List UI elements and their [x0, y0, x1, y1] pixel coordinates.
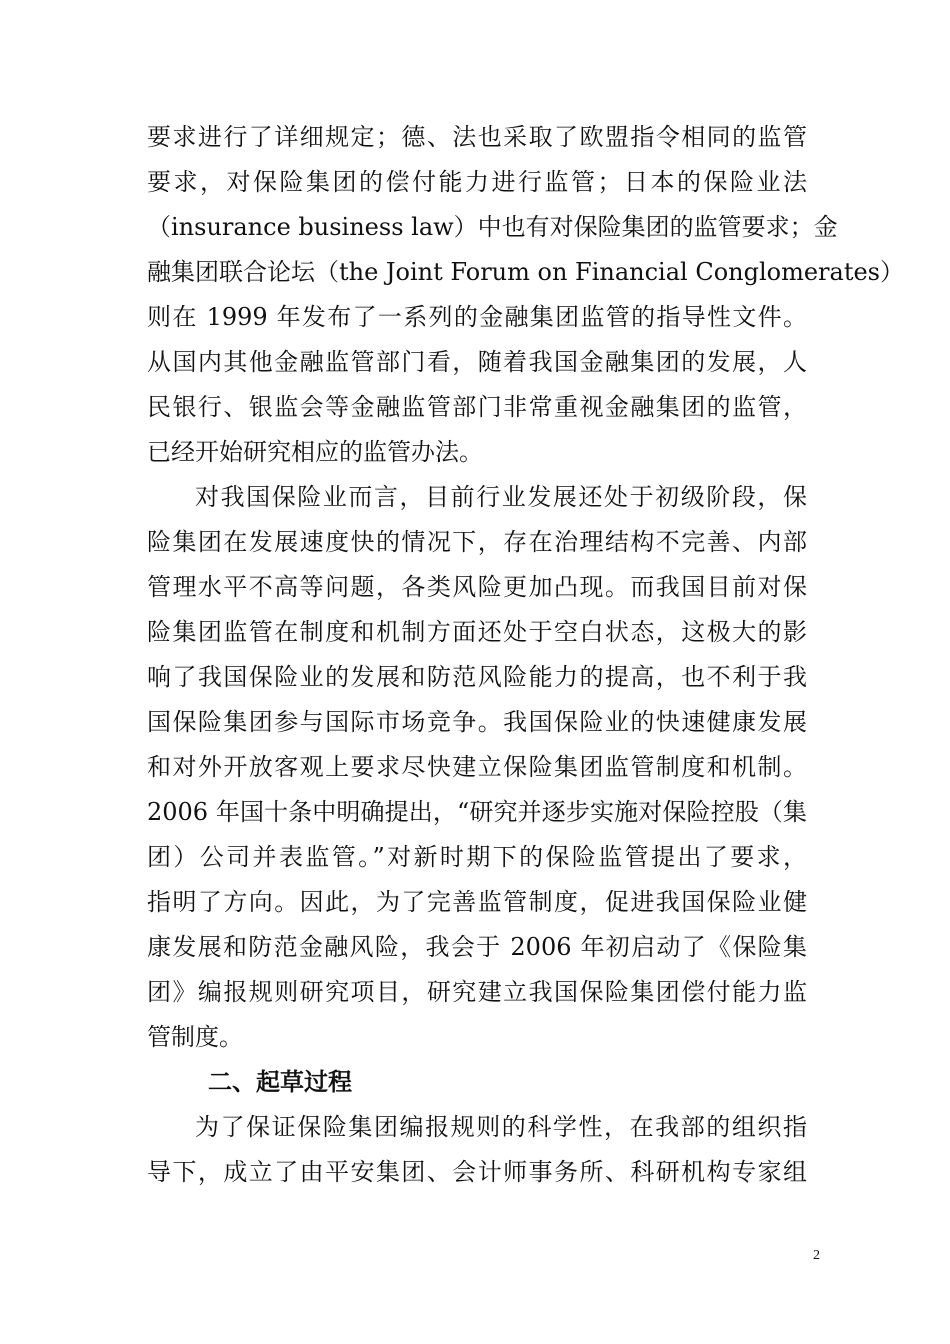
- body-text-line: 和对外开放客观上要求尽快建立保险集团监管制度和机制。: [147, 753, 807, 781]
- body-text-line: 团）公司并表监管。”对新时期下的保险监管提出了要求，: [147, 843, 807, 871]
- body-text-line: 从国内其他金融监管部门看，随着我国金融集团的发展，人: [147, 348, 807, 376]
- body-text-line: 则在 1999 年发布了一系列的金融集团监管的指导性文件。: [147, 303, 807, 331]
- body-text-line: 导下，成立了由平安集团、会计师事务所、科研机构专家组: [147, 1158, 807, 1186]
- page-number: 2: [813, 1248, 820, 1263]
- body-text-line: 团》编报规则研究项目，研究建立我国保险集团偿付能力监: [147, 978, 807, 1006]
- body-text-line: 响了我国保险业的发展和防范风险能力的提高，也不利于我: [147, 663, 807, 691]
- body-text-line: 2006 年国十条中明确提出，“研究并逐步实施对保险控股（集: [147, 798, 807, 826]
- paragraph-first-line: 为了保证保险集团编报规则的科学性，在我部的组织指: [195, 1113, 807, 1141]
- body-text-line: 要求，对保险集团的偿付能力进行监管；日本的保险业法: [147, 168, 807, 196]
- body-text-line: 险集团监管在制度和机制方面还处于空白状态，这极大的影: [147, 618, 807, 646]
- body-text-line: 险集团在发展速度快的情况下，存在治理结构不完善、内部: [147, 528, 807, 556]
- body-text-line: 融集团联合论坛（the Joint Forum on Financial Conglomerates）: [147, 258, 904, 286]
- body-text-line: 管制度。: [147, 1023, 243, 1051]
- body-text-line: 要求进行了详细规定；德、法也采取了欧盟指令相同的监管: [147, 123, 807, 151]
- body-text-line: 管理水平不高等问题，各类风险更加凸现。而我国目前对保: [147, 573, 807, 601]
- body-text-line: 民银行、银监会等金融监管部门非常重视金融集团的监管，: [147, 393, 807, 421]
- section-heading: 二、起草过程: [208, 1068, 352, 1096]
- body-text-line: （insurance business law）中也有对保险集团的监管要求；金: [147, 213, 838, 241]
- body-text-line: 康发展和防范金融风险，我会于 2006 年初启动了《保险集: [147, 933, 807, 961]
- body-text-line: 已经开始研究相应的监管办法。: [147, 438, 483, 466]
- body-text-line: 指明了方向。因此，为了完善监管制度，促进我国保险业健: [147, 888, 807, 916]
- body-text-line: 国保险集团参与国际市场竞争。我国保险业的快速健康发展: [147, 708, 807, 736]
- paragraph-first-line: 对我国保险业而言，目前行业发展还处于初级阶段，保: [195, 483, 807, 511]
